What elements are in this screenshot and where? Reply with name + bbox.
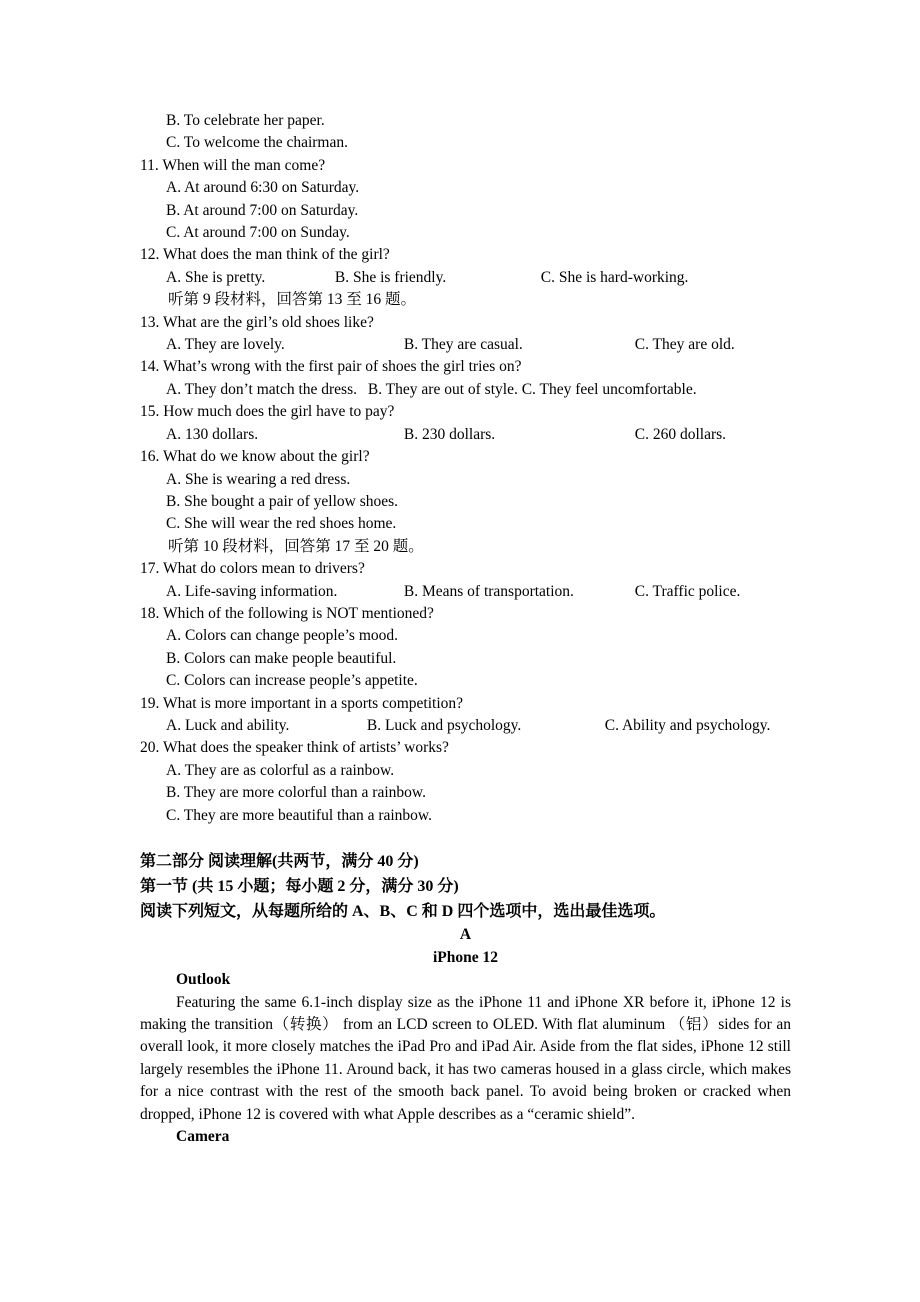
question-18: 18. Which of the following is NOT mentioned? xyxy=(140,604,434,622)
question-17: 17. What do colors mean to drivers? xyxy=(140,560,365,578)
question-13: 13. What are the girl’s old shoes like? xyxy=(140,313,374,331)
options-row-15 xyxy=(140,424,791,446)
passage-title: iPhone 12 xyxy=(432,948,499,966)
options-row-14 xyxy=(140,379,791,401)
option-text: B. She is friendly. xyxy=(334,268,447,286)
option-text: C. They are more beautiful than a rainbow. xyxy=(166,806,432,824)
option-text: B. At around 7:00 on Saturday. xyxy=(166,201,359,219)
options-row-19 xyxy=(140,715,791,737)
question-11: 11. When will the man come? xyxy=(140,156,326,174)
option-text: C. To welcome the chairman. xyxy=(166,134,348,152)
option-text: C. She will wear the red shoes home. xyxy=(166,515,397,533)
option-text: C. At around 7:00 on Sunday. xyxy=(166,224,350,242)
options-row-12 xyxy=(140,267,791,289)
question-16: 16. What do we know about the girl? xyxy=(140,448,370,466)
exam-page-content xyxy=(140,110,791,1148)
option-text: A. Life-saving information. xyxy=(166,582,338,600)
option-text: A. They are lovely. xyxy=(166,336,285,354)
blank-line xyxy=(140,827,791,849)
listening-note-10: 听第 10 段材料，回答第 17 至 20 题。 xyxy=(168,537,424,555)
subheading-outlook: Outlook xyxy=(176,971,231,989)
question-14: 14. What’s wrong with the first pair of shoes the girl tries on? xyxy=(140,358,522,376)
option-text: C. 260 dollars. xyxy=(634,425,727,443)
question-15: 15. How much does the girl have to pay? xyxy=(140,403,395,421)
option-text: C. She is hard-working. xyxy=(540,268,689,286)
option-text: B. Means of transportation. xyxy=(403,582,574,600)
option-text: A. 130 dollars. xyxy=(166,425,259,443)
option-text: A. Luck and ability. xyxy=(166,716,290,734)
option-text: C. Colors can increase people’s appetite. xyxy=(166,672,418,690)
option-text: B. They are out of style. xyxy=(367,380,518,398)
section1-heading: 第一节 (共 15 小题；每小题 2 分，满分 30 分) xyxy=(140,878,459,896)
option-text: B. To celebrate her paper. xyxy=(166,112,325,129)
options-row-17 xyxy=(140,581,791,603)
option-text: C. They feel uncomfortable. xyxy=(521,380,697,398)
passage-paragraph-outlook: Featuring the same 6.1-inch display size as the iPhone 11 and iPhone XR before it, iPhone 12 is making the transition（转换） from an LCD screen to OLED. With flat aluminum （铝）sides for an overall look, it more closely matches the iPad Pro and iPad Air. Aside from the flat sides, iPhone 12 still largely resembles the iPhone 11. Around back, it has two cameras housed in a glass circle, which makes for a nice contrast with the rest of the smooth back panel. To avoid being broken or cracked when dropped, iPhone 12 is covered with what Apple describes as a “ceramic shield”. xyxy=(140,993,791,1123)
subheading-camera: Camera xyxy=(176,1128,230,1146)
option-text: A. She is wearing a red dress. xyxy=(166,470,351,488)
option-text: A. She is pretty. xyxy=(166,268,266,286)
option-text: A. They don’t match the dress. xyxy=(166,380,357,398)
question-20: 20. What does the speaker think of artists’ works? xyxy=(140,739,449,757)
question-19: 19. What is more important in a sports competition? xyxy=(140,694,464,712)
listening-note-9: 听第 9 段材料，回答第 13 至 16 题。 xyxy=(168,291,417,309)
option-text: C. They are old. xyxy=(634,336,735,354)
option-text: B. 230 dollars. xyxy=(403,425,496,443)
instruction-text: 阅读下列短文，从每题所给的 A、B、C 和 D 四个选项中，选出最佳选项。 xyxy=(140,903,666,921)
passage-label: A xyxy=(459,926,472,944)
option-text: B. They are casual. xyxy=(403,336,523,354)
question-12: 12. What does the man think of the girl? xyxy=(140,246,390,264)
option-text: B. Colors can make people beautiful. xyxy=(166,649,397,667)
option-text: B. Luck and psychology. xyxy=(366,716,522,734)
option-text: A. Colors can change people’s mood. xyxy=(166,627,399,645)
part2-heading: 第二部分 阅读理解(共两节，满分 40 分) xyxy=(140,853,419,871)
option-text: A. At around 6:30 on Saturday. xyxy=(166,179,360,197)
option-text: B. She bought a pair of yellow shoes. xyxy=(166,492,399,510)
option-text: C. Ability and psychology. xyxy=(604,716,771,734)
options-row-13 xyxy=(140,334,791,356)
option-text: C. Traffic police. xyxy=(634,582,741,600)
option-text: B. They are more colorful than a rainbow. xyxy=(166,784,426,802)
option-text: A. They are as colorful as a rainbow. xyxy=(166,761,395,779)
